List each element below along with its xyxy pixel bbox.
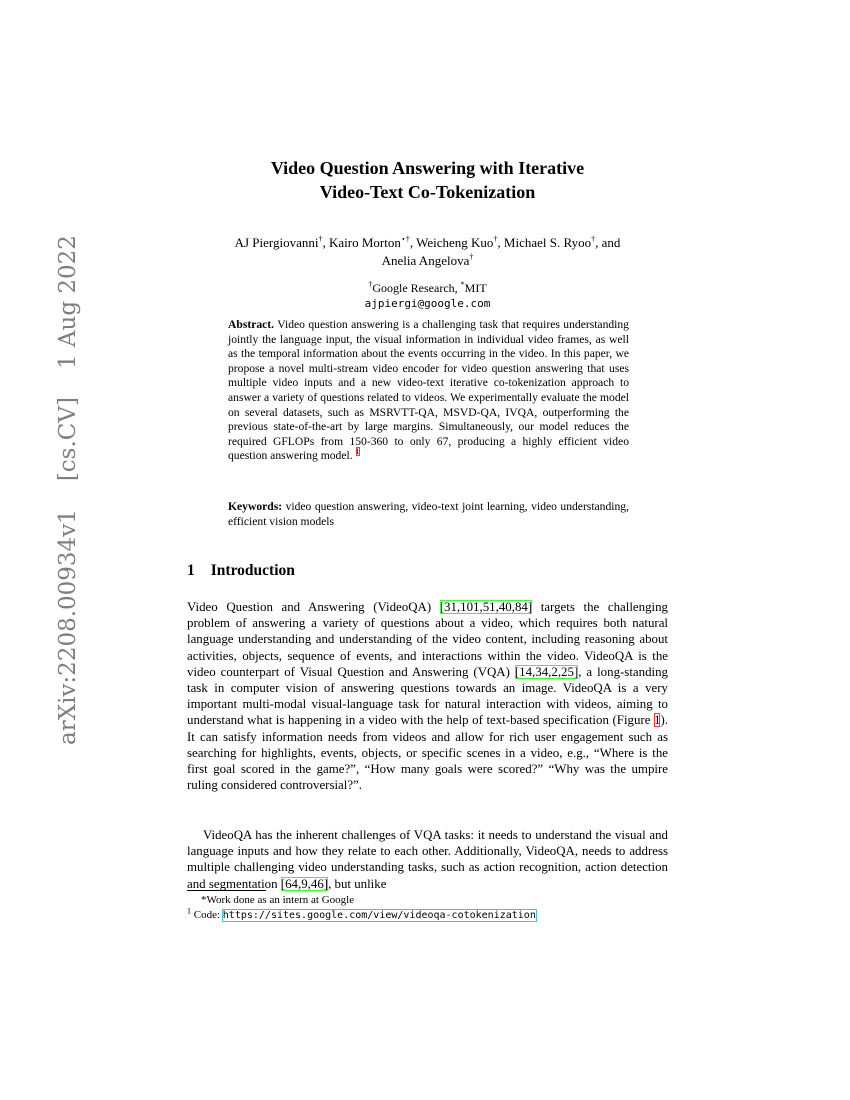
title-line-1: Video Question Answering with Iterative <box>270 158 585 178</box>
p1-text-b: targets the challenging problem of answering a variety of questions about a video, which requires both natural language understanding and understanding of the video content, including reasoning about activities, objects, sequence of events, and interactions within the video. VideoQA is the video counterpart of Visual Question and Answering (VQA) <box>187 600 668 679</box>
author-3: , Weicheng Kuo <box>409 235 494 250</box>
footnote-code-label: Code: <box>191 909 223 921</box>
footnotes <box>187 893 668 923</box>
section-title: Introduction <box>210 562 295 579</box>
abstract-footnote-ref[interactable]: 1 <box>355 447 360 457</box>
arxiv-id[interactable]: arXiv:2208.00934v1 <box>55 509 81 745</box>
author-list <box>150 234 705 270</box>
section-number: 1 <box>187 562 195 579</box>
author-2: , Kairo Morton <box>322 235 401 250</box>
author-1: AJ Piergiovanni <box>234 235 319 250</box>
affil-org-1: Google Research, <box>372 281 461 295</box>
footnote-intern: *Work done as an intern at Google <box>201 894 355 906</box>
affiliations <box>150 280 705 312</box>
abstract-text: Video question answering is a challenging task that requires understanding jointly the language input, the visual information in individual video frames, as well as the temporal information about the events occurring in the video. In this paper, we propose a novel multi-stream video encoder for video question answering that uses multiple video inputs and a new video-text iterative co-tokenization approach to answer a variety of questions related to videos. We experimentally evaluate the model on several datasets, such as MSRVTT-QA, MSVD-QA, IVQA, outperforming the previous state-of-the-art by large margins. Simultaneously, our model reduces the required GFLOPs from 150-360 to only 67, producing a highly efficient video question answering model. <box>228 318 629 463</box>
affil-mark-2: * <box>460 280 465 289</box>
citation-link[interactable]: [64,9,46] <box>280 876 329 891</box>
keywords <box>228 500 629 529</box>
arxiv-date: 1 Aug 2022 <box>55 235 81 370</box>
intro-paragraph-2 <box>187 827 668 892</box>
keywords-label: Keywords: <box>228 500 283 513</box>
footnote-code-mark: 1 <box>187 906 191 916</box>
citation-link[interactable]: [14,34,2,25] <box>514 664 579 679</box>
citation-link[interactable]: [31,101,51,40,84] <box>439 600 533 614</box>
author-5-mark: † <box>469 252 474 262</box>
title-line-2: Video-Text Co-Tokenization <box>319 182 536 202</box>
author-email[interactable]: ajpiergi@google.com <box>364 297 491 310</box>
section-heading <box>187 562 295 580</box>
p2-text-a: VideoQA has the inherent challenges of VQA tasks: it needs to understand the visual and language inputs and how they relate to each other. Additionally, VideoQA, needs to address multiple challenging video understanding tasks, such as action recognition, action detection and segmentation <box>187 828 668 891</box>
p2-text-b: , but unlike <box>328 876 387 891</box>
affil-mark-1: † <box>368 280 373 289</box>
intro-paragraph-1 <box>187 599 668 793</box>
author-3-mark: † <box>493 234 498 244</box>
footnote-code <box>187 908 668 923</box>
author-2-mark: ⋆† <box>400 234 410 244</box>
author-5: Anelia Angelova <box>381 253 470 268</box>
paper-title <box>150 156 705 204</box>
p1-text-d: ). It can satisfy information needs from videos and allow for rich user engagement such as searching for highlights, events, objects, or specific scenes in a video, e.g., “Where is the first goal scored in the game?”, “How many goals were scored?” “Why was the umpire ruling considered controversial?”. <box>187 713 668 793</box>
abstract-label: Abstract. <box>228 318 275 331</box>
author-1-mark: † <box>318 234 323 244</box>
p1-text-a: Video Question and Answering (VideoQA) <box>187 600 440 614</box>
author-4: , Michael S. Ryoo <box>497 235 592 250</box>
arxiv-sidebar-stamp <box>48 145 88 745</box>
figure-ref-link[interactable]: 1 <box>654 713 661 728</box>
affil-org-2: MIT <box>464 281 487 295</box>
p1-text-c: , a long-standing task in computer vision of answering questions towards an image. VideoQA is a very important multi-modal visual-language task for natural interaction with videos, aiming to understand what is happening in a video with the help of text-based specification (Figure <box>187 664 668 728</box>
abstract <box>228 318 629 464</box>
code-url-link[interactable]: https://sites.google.com/view/videoqa-cotokenization <box>222 910 536 921</box>
author-4-mark: † <box>591 234 596 244</box>
footnote-divider <box>187 890 266 891</box>
keywords-text: video question answering, video-text joint learning, video understanding, efficient vision models <box>228 500 629 528</box>
author-4-tail: , and <box>595 235 621 250</box>
arxiv-category: [cs.CV] <box>55 397 81 482</box>
